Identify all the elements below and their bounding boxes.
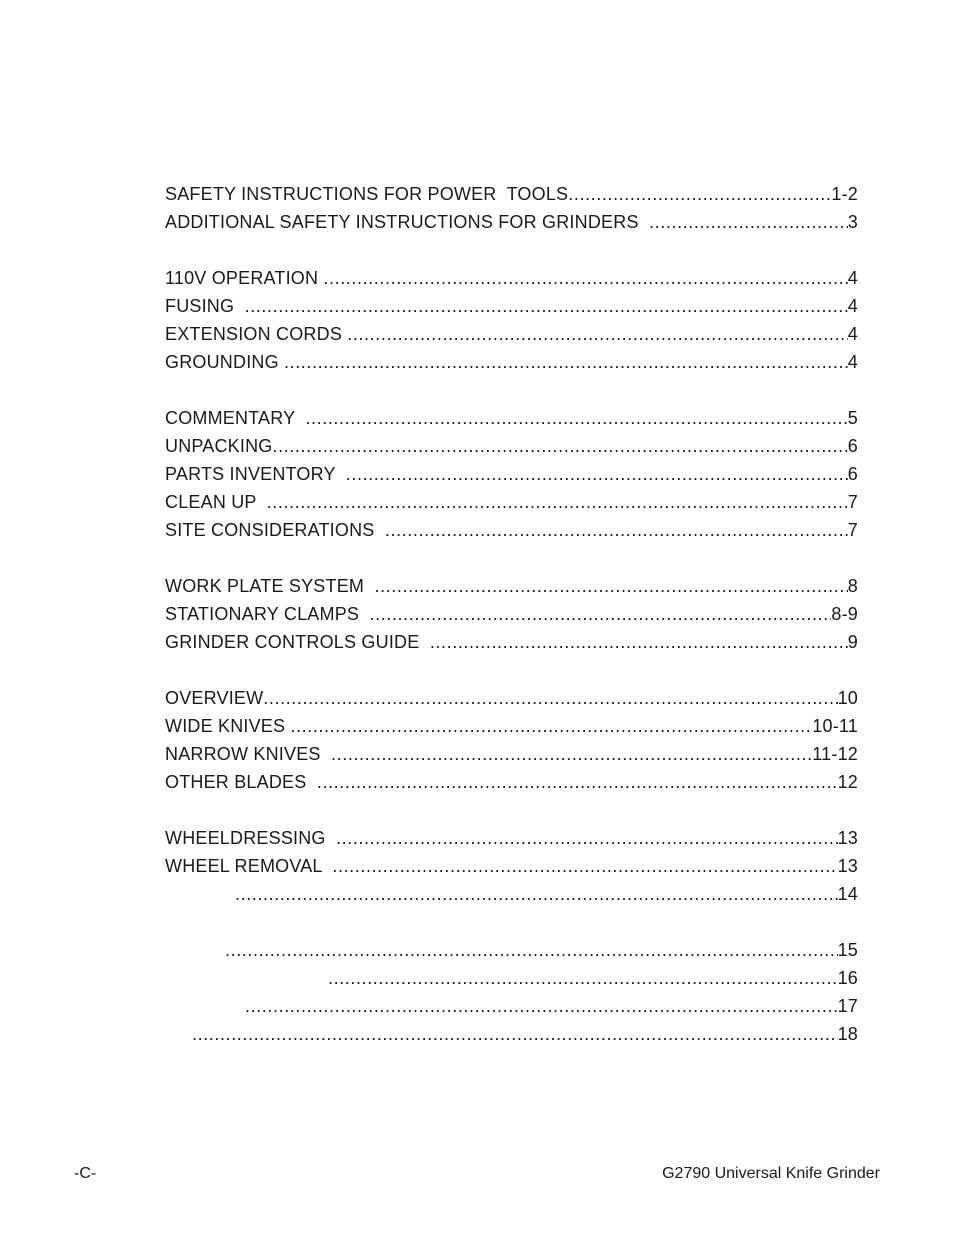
toc-entry [165, 320, 858, 348]
toc-dot-leader [245, 992, 838, 1020]
toc-dot-leader [328, 964, 838, 992]
toc-dot-leader [370, 600, 832, 628]
toc-entry-page: 11-12 [812, 744, 858, 764]
toc-entry-title: FUSING [165, 296, 245, 316]
toc-section-gap [165, 656, 858, 684]
toc-entry [165, 348, 858, 376]
toc-entry-page: 4 [847, 352, 858, 372]
toc-entry-page: 7 [847, 492, 858, 512]
toc-entry-page: 12 [837, 772, 858, 792]
toc-entry-page: 10-11 [812, 716, 858, 736]
toc-entry-page: 17 [837, 996, 858, 1016]
toc-dot-leader [347, 320, 848, 348]
toc-dot-leader [245, 292, 848, 320]
toc-entry-page: 7 [847, 520, 858, 540]
toc-entry [165, 488, 858, 516]
toc-entry-page: 3 [847, 212, 858, 232]
toc-entry-page: 10 [837, 688, 858, 708]
toc-entry [165, 964, 858, 992]
toc-section-gap [165, 908, 858, 936]
table-of-contents [165, 180, 858, 1048]
toc-entry-title: NARROW KNIVES [165, 744, 332, 764]
toc-entry [165, 404, 858, 432]
toc-dot-leader [263, 684, 837, 712]
toc-entry [165, 460, 858, 488]
toc-entry-page: 18 [837, 1024, 858, 1044]
toc-section-gap [165, 376, 858, 404]
toc-entry [165, 768, 858, 796]
toc-dot-leader [430, 628, 848, 656]
toc-entry [165, 1020, 858, 1048]
toc-entry-title: CLEAN UP [165, 492, 267, 512]
toc-entry-title: WORK PLATE SYSTEM [165, 576, 375, 596]
toc-entry-title: COMMENTARY [165, 408, 306, 428]
toc-dot-leader [267, 488, 848, 516]
toc-entry-title: 110V OPERATION [165, 268, 324, 288]
toc-dot-leader [346, 460, 848, 488]
toc-entry [165, 432, 858, 460]
toc-entry [165, 992, 858, 1020]
toc-entry-title: UNPACKING [165, 436, 273, 456]
toc-entry-page: 1-2 [831, 184, 858, 204]
toc-entry [165, 880, 858, 908]
toc-dot-leader [317, 768, 838, 796]
toc-entry-page: 14 [837, 884, 858, 904]
toc-entry [165, 264, 858, 292]
toc-entry-title: EXTENSION CORDS [165, 324, 348, 344]
toc-dot-leader [323, 264, 847, 292]
document-title: G2790 Universal Knife Grinder [662, 1165, 880, 1182]
toc-entry [165, 628, 858, 656]
toc-entry [165, 740, 858, 768]
toc-dot-leader [385, 516, 848, 544]
toc-section-gap [165, 544, 858, 572]
page-label: -C- [74, 1165, 97, 1182]
toc-entry-title: ADDITIONAL SAFETY INSTRUCTIONS FOR GRINDERS [165, 212, 650, 232]
toc-dot-leader [272, 432, 847, 460]
toc-dot-leader [305, 404, 847, 432]
toc-entry-title: GRINDER CONTROLS GUIDE [165, 632, 430, 652]
toc-dot-leader [225, 936, 838, 964]
toc-entry [165, 208, 858, 236]
toc-entry-page: 6 [847, 436, 858, 456]
toc-entry-title: GROUNDING [165, 352, 284, 372]
toc-entry [165, 852, 858, 880]
toc-entry [165, 712, 858, 740]
toc-dot-leader [375, 572, 848, 600]
toc-entry-page: 9 [847, 632, 858, 652]
toc-section-gap [165, 236, 858, 264]
toc-entry-title: SAFETY INSTRUCTIONS FOR POWER TOOLS [165, 184, 569, 204]
toc-entry [165, 180, 858, 208]
toc-entry-title: WHEELDRESSING [165, 828, 337, 848]
toc-dot-leader [568, 180, 831, 208]
toc-entry-title: WIDE KNIVES [165, 716, 291, 736]
toc-entry-page: 4 [847, 296, 858, 316]
toc-dot-leader [284, 348, 848, 376]
toc-entry-page: 16 [837, 968, 858, 988]
toc-entry-title: PARTS INVENTORY [165, 464, 346, 484]
toc-entry-page: 13 [837, 828, 858, 848]
toc-entry-page: 4 [847, 268, 858, 288]
toc-dot-leader [235, 880, 838, 908]
toc-entry-page: 15 [837, 940, 858, 960]
toc-entry-page: 5 [847, 408, 858, 428]
toc-dot-leader [649, 208, 848, 236]
toc-entry [165, 824, 858, 852]
toc-entry [165, 572, 858, 600]
toc-dot-leader [336, 824, 838, 852]
toc-entry-page: 4 [847, 324, 858, 344]
toc-dot-leader [290, 712, 812, 740]
toc-entry-title: OVERVIEW [165, 688, 264, 708]
toc-entry-title: OTHER BLADES [165, 772, 317, 792]
toc-entry [165, 684, 858, 712]
toc-section-gap [165, 796, 858, 824]
toc-entry-page: 6 [847, 464, 858, 484]
toc-entry-title: WHEEL REMOVAL [165, 856, 333, 876]
toc-entry [165, 292, 858, 320]
toc-entry-title: SITE CONSIDERATIONS [165, 520, 385, 540]
toc-entry-page: 13 [837, 856, 858, 876]
toc-dot-leader [331, 740, 812, 768]
toc-entry [165, 516, 858, 544]
toc-entry [165, 600, 858, 628]
toc-entry-page: 8-9 [831, 604, 858, 624]
toc-dot-leader [192, 1020, 838, 1048]
toc-entry-page: 8 [847, 576, 858, 596]
toc-entry [165, 936, 858, 964]
toc-entry-title: STATIONARY CLAMPS [165, 604, 370, 624]
toc-dot-leader [332, 852, 837, 880]
